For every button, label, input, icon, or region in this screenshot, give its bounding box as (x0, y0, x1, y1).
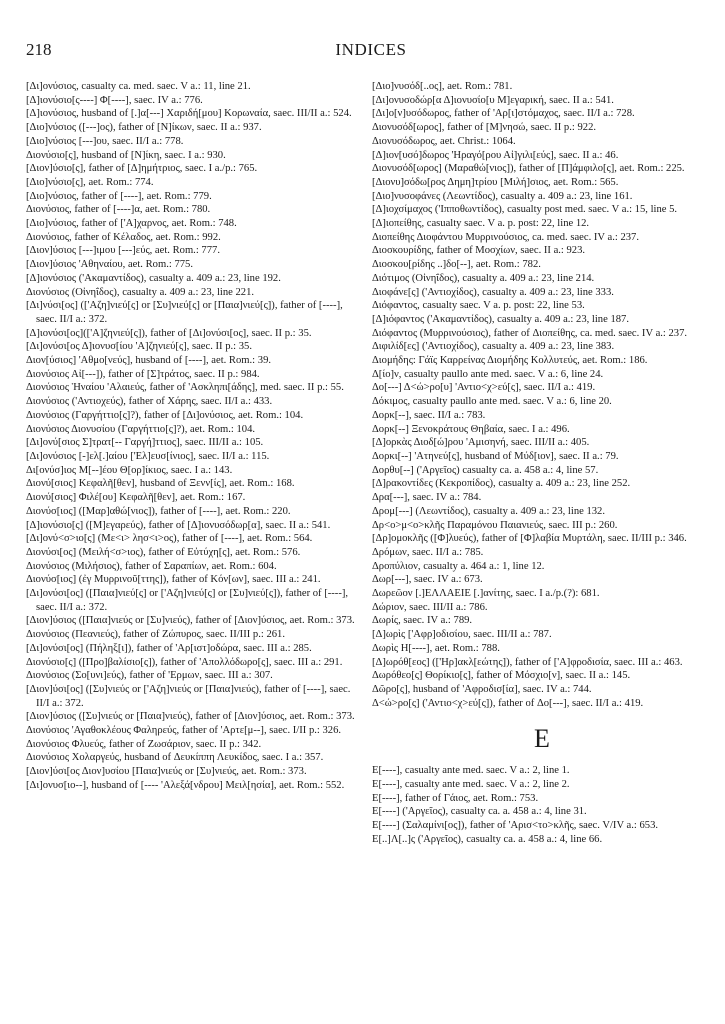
index-entry: [Δ]ιοπείθης, casualty saec. V a. p. post: 22, line 12. (372, 218, 590, 230)
index-entry: Διονύσιος, father of Κέλαδος, aet. Rom.: 992. (26, 231, 221, 243)
index-entry: [Διον]ύσιος [---]ιμου [---]εύς, aet. Rom.: 777. (26, 245, 220, 257)
index-entry: [Διονυ]σόδω[ρος Δημη]τρίου [Μιλή]σιος, aet. Rom.: 565. (372, 176, 619, 188)
index-entry: [Διον]ύσιο[ς], father of [Δ]ημήτριος, saec. I a./p.: 765. (26, 163, 258, 175)
index-entry: Διονύσιος Διονυσίου (Γαργήττιο[ς]?), aet. Rom.: 104. (26, 423, 256, 435)
index-entry: [Δ]ιονύσιος, husband of [.]α[---] Χαριδή[μου] Κορωναία, saec. III/II a.: 524. (26, 108, 352, 120)
index-entry: Διονύσιος (Σο[υνι]εύς), father of 'Ερμων, saec. III a.: 307. (26, 670, 273, 682)
index-entry: Διονύσιος Αἰ[---]), father of [Σ]τράτος, saec. II p.: 984. (26, 368, 260, 380)
index-entry: Δρα[---], saec. IV a.: 784. (372, 492, 482, 504)
index-entry: [Δ]ιονύσι[ος](['Α]ζηνιεύ[ς]), father of [Δι]ονύσι[ος], saec. II p.: 35. (26, 327, 312, 339)
index-entry: [Δι]ονυσ[ιο--], husband of [---- 'Αλεξά[νδρου] Μειλ[ησία], aet. Rom.: 552. (26, 779, 345, 791)
index-entry: Δροπύλιον, casualty a. 464 a.: 1, line 12. (372, 560, 545, 572)
index-entry: Διονύσιο[ς], husband of [Ν]ίκη, saec. I a.: 930. (26, 149, 226, 161)
index-entries-epsilon (372, 764, 712, 846)
index-entry: Διον[ύσιος] 'Αθμο[νεύς], husband of [----], aet. Rom.: 39. (26, 355, 272, 367)
index-entry: Διονύσιος 'Αγαθοκλέους Φαληρεύς, father of 'Αρτε[μ--], saec. I/II p.: 326. (26, 725, 342, 737)
index-entry: Δορκι[--] 'Ατηνεύ[ς], husband of Μύδ[ιον], saec. II a.: 79. (372, 450, 619, 462)
index-entry: [Δι]ονύσιος, casualty ca. med. saec. V a.: 11, line 21. (26, 81, 251, 92)
index-entry: Δρόμων, saec. II/I a.: 785. (372, 546, 484, 558)
index-entry: Διοπείθης Διοφάντου Μυρρινούσιος, ca. med. saec. IV a.: 237. (372, 231, 639, 243)
index-entry: Δωρίς, saec. IV a.: 789. (372, 615, 473, 627)
index-entry: Ε[----], casualty ante med. saec. V a.: 2, line 2. (372, 779, 570, 791)
index-entry: Δορκ[--] Ξενοκράτους Θηβαία, saec. I a.: 496. (372, 423, 570, 435)
index-entry: Δ[ίο]ν, casualty paullo ante med. saec. V a.: 6, line 24. (372, 368, 604, 380)
index-entry: [Διον]ύσιος ([Συ]νιεύς or [Παια]νιεύς), father of [Διον]ύσιος, aet. Rom.: 373. (26, 711, 355, 723)
index-entry: [Δι]ονύ[σιος Σ]τρατ[-- Γαργή]ττιος], saec. III/II a.: 105. (26, 437, 264, 449)
page-title: INDICES (335, 40, 407, 59)
index-entry: Διονύσιος (Μιλήσιος), father of Σαραπίων, aet. Rom.: 604. (26, 560, 277, 572)
index-entry: Διονύσιο[ς] ([Προ]βαλίσιο[ς]), father of 'Απολλόδωρο[ς], saec. III a.: 291. (26, 656, 343, 668)
page-number: 218 (26, 40, 52, 59)
index-entry: Διονύ[σιος] Κεφαλῆ[θεν], husband of Ξενν[ίς], aet. Rom.: 168. (26, 478, 295, 490)
index-entry: Δορθυ[--] ('Αργεῖος) casualty ca. a. 458 a.: 4, line 57. (372, 464, 599, 476)
index-entry: Δορκ[--], saec. II/I a.: 783. (372, 409, 486, 421)
index-entry: [Δι]ονύσι[ος Δ]ιονυσ[ίου 'Α]ζηνιεύ[ς], saec. II p.: 35. (26, 341, 252, 353)
index-entry: [Δ]ιόφαντος ('Ακαμαντίδος), casualty a. 409 a.: 23, line 187. (372, 313, 629, 325)
index-entry: [Διο]νύσιος, father of ['Α]χαρνος, aet. Rom.: 748. (26, 218, 237, 230)
index-column-left (26, 80, 366, 793)
index-entry: Ε[----] (Σαλαμίνι[ος]), father of 'Αρισ<το>κλῆς, saec. V/IV a.: 653. (372, 820, 659, 832)
index-entry: [Διο]νύσιο[ς], aet. Rom.: 774. (26, 176, 154, 188)
page-header (26, 40, 716, 62)
index-entry: [Δ]ιον[υσό]δωρος 'Ηραγό[ρου Αἰ]γιλι[εύς], saec. II a.: 46. (372, 149, 619, 161)
index-entry: Διόφαντος (Μυρρινούσιος), father of Διοπείθης, ca. med. saec. IV a.: 237. (372, 327, 688, 339)
index-entry: Διονύσιος Χολαργεύς, husband of Δευκίππη Λευκίδος, saec. I a.: 357. (26, 752, 324, 764)
index-entry: Δωρὶς Η[----], aet. Rom.: 788. (372, 642, 500, 654)
index-entry: [Δ]ωρόθ[εος] (['Ηρ]ακλ[εώτης]), father of ['Α]φροδισία, saec. III a.: 463. (372, 656, 683, 668)
index-entry: Δώριον, saec. III/II a.: 786. (372, 601, 488, 613)
index-entry: [Δ]ιοχσίμαχος ('Ιπποθωντίδος), casualty post med. saec. V a.: 15, line 5. (372, 204, 678, 216)
index-entry: Διονύ[σιος] Φιλέ[ου] Κεφαλῆ[θεν], aet. Rom.: 167. (26, 492, 246, 504)
index-entry: [Δι]ονύ<σ>ιο[ς] (Με<ι> λησ<ι>ος), father of [----], aet. Rom.: 564. (26, 533, 313, 545)
index-entry: Δωρεῶον [.]ΕΛΛΑΕΙΕ [.]ανίτης, saec. I a./p.(?): 681. (372, 588, 600, 600)
index-entry: Διονυσόδ[ωρος] (Μαραθώ[νιος]), father of [Π]άμφιλο[ς], aet. Rom.: 225. (372, 163, 685, 175)
index-entry: [Διο]νυσοφάνες (Λεωντίδος), casualty a. 409 a.: 23, line 161. (372, 190, 633, 202)
index-entry: [Δ]ιονύσιος ('Ακαμαντίδος), casualty a. 409 a.: 23, line 192. (26, 272, 281, 284)
index-entry: Διονύσιος Φλυεύς, father of Ζωσάριον, saec. II p.: 342. (26, 738, 262, 750)
index-entry: Διονύσιος (Οἰνηΐδος), casualty a. 409 a.: 23, line 221. (26, 286, 255, 298)
index-entry: Διφιλίδ[ες] ('Αντιοχίδος), casualty a. 409 a.: 23, line 383. (372, 341, 615, 353)
index-entry: [Διον]ύσι[ος Διον]υσίου [Παια]νιεύς or [Συ]νιεύς, aet. Rom.: 373. (26, 766, 307, 778)
index-entry: [Διο]νύσιος [---]ου, saec. II/I a.: 778. (26, 135, 184, 147)
index-entry: [Δ]ιονύσιο[ς----] Φ[----], saec. IV a.: 776. (26, 94, 203, 106)
index-column-right (372, 80, 712, 847)
index-entry: Δρ<ο>μ<ο>κλῆς Παραμόνου Παιανιεύς, saec. III p.: 260. (372, 519, 618, 531)
section-letter: E (534, 724, 550, 754)
index-entry: Δωρόθεο[ς] Θορίκιο[ς], father of Μόσχιο[ν], saec. II a.: 145. (372, 670, 631, 682)
index-entry: Διονύσ[ιος] (ἐγ Μυρρινοῦ[ττης]), father of Κόν[ων], saec. III a.: 241. (26, 574, 321, 586)
index-entries-delta (372, 80, 712, 710)
index-entry: Δι[ονύσ]ιος Μ[--]έου Θ[ορ]ίκιος, saec. I a.: 143. (26, 464, 233, 476)
index-entry: [Δ]ωρὶς ['Αφρ]οδισίου, saec. III/II a.: 787. (372, 629, 552, 641)
index-entry: Δρομ[---] (Λεωντίδος), casualty a. 409 a.: 23, line 132. (372, 505, 606, 517)
index-entry: [Δι]ο[ν]υσόδωρος, father of 'Αρ[ι]στόμαχος, saec. II/I a.: 728. (372, 108, 635, 120)
index-entry: Δωρ[---], saec. IV a.: 673. (372, 574, 483, 586)
index-entry: Διονύσιος, father of [----]α, aet. Rom.: 780. (26, 204, 211, 216)
index-entry: Δ<ώ>ρο[ς] ('Αντιο<χ>εύ[ς]), father of Δο[---], saec. II/I a.: 419. (372, 697, 644, 709)
index-entry: [Δι]ονύσι[ος] ([Παια]νιεύ[ς] or ['Αζη]νιεύ[ς] or [Συ]νιεύ[ς]), father of [----], saec. II/I a.: 372. (26, 588, 349, 613)
index-entry: Διοσκουρίδης, father of Μοσχίων, saec. II a.: 923. (372, 245, 586, 257)
index-entry: Διόφαντος, casualty saec. V a. p. post: 22, line 53. (372, 300, 585, 312)
index-entry: Δῶρο[ς], husband of 'Αφροδισ[ία], saec. IV a.: 744. (372, 683, 592, 695)
index-entry: [Δι]ονύσιος [-]ελ[.]αίου ['Ελ]ευσ[ίνιος], saec. II/I a.: 115. (26, 450, 270, 462)
index-entry: Διονυσόδ[ωρος], father of [Μ]νησώ, saec. II p.: 922. (372, 122, 597, 134)
index-entry: [Δ]ορκὰς Διοδ[ώ]ρου 'Αμισηνή, saec. III/II a.: 405. (372, 437, 590, 449)
index-entry: [Δρ]ομοκλῆς ([Φ]λυεύς), father of [Φ]λαβία Μυρτάλη, saec. II/III p.: 346. (372, 533, 687, 545)
index-entry: [Δι]ονύσι[ος] (Πήληξ[ι]), father of 'Αρ[ιστ]οδώρα, saec. III a.: 285. (26, 642, 312, 654)
index-entry: Διονύσι[ος] (Μειλή<σ>ιος), father of Εὐτύχη[ς], aet. Rom.: 576. (26, 546, 301, 558)
index-entry: Διονύσιος ('Αντιοχεύς), father of Χάρης, saec. II/I a.: 433. (26, 396, 273, 408)
index-entry: [Διο]νυσόδ[..ος], aet. Rom.: 781. (372, 81, 513, 92)
index-entry: [Διον]ύσιος 'Αθηναίου, aet. Rom.: 775. (26, 259, 193, 271)
index-entry: [Διον]ύσιος ([Παια]νιεύς or [Συ]νιεύς), father of [Διον]ύσιος, aet. Rom.: 373. (26, 615, 355, 627)
index-entry: [Δ]ιονύσιο[ς] ([Μ]εγαρεύς), father of [Δ]ιονυσόδωρ[α], saec. II a.: 541. (26, 519, 331, 531)
index-entry: Διονύσιος Ἡναίου 'Αλαιεύς, father of 'Ασκληπι[άδης], med. saec. II p.: 55. (26, 382, 344, 394)
index-entry: Διονύσ[ιος] ([Μαρ]αθώ[νιος]), father of [----], aet. Rom.: 220. (26, 505, 291, 517)
index-entry: Διονύσιος (Πεανιεύς), father of Ζώπυρος, saec. II/III p.: 261. (26, 629, 285, 641)
index-entry: [Διον]ύσι[ος] ([Συ]νιεύς or ['Αζη]νιεύς or [Παια]νιεύς), father of [----], saec. II/I a.: 372. (26, 683, 351, 709)
index-entry: Ε[----], father of Γάιος, aet. Rom.: 753. (372, 792, 539, 804)
index-entry: Διονύσιος (Γαργήττιο[ς]?), father of [Δι]ονύσιος, aet. Rom.: 104. (26, 409, 304, 421)
index-entry: [Διο]νύσιος ([---]ος), father of [Ν]ίκων, saec. II a.: 937. (26, 122, 262, 134)
index-entry: Διομήδης: Γάϊς Καρρείνας Διομήδης Κολλυτεύς, aet. Rom.: 186. (372, 355, 648, 367)
index-entry: [Δι]ονυσοδώρ[α Δ]ιονυσίο[υ Μ]εγαρική, saec. II a.: 541. (372, 94, 614, 106)
index-entry: Διότιμος (Οἰνηΐδος), casualty a. 409 a.: 23, line 214. (372, 272, 595, 284)
index-entry: Ε[..]Λ[..]ς ('Αργεῖος), casualty ca. a. 458 a.: 4, line 66. (372, 833, 603, 845)
index-entry: Ε[----], casualty ante med. saec. V a.: 2, line 1. (372, 765, 570, 777)
index-entry: [Δ]ρακοντίδες (Κεκροπίδος), casualty a. 409 a.: 23, line 252. (372, 478, 631, 490)
index-entry: Διονυσόδωρος, aet. Christ.: 1064. (372, 135, 516, 147)
index-entry: Δόκιμος, casualty paullo ante med. saec. V a.: 6, line 20. (372, 396, 612, 408)
index-entry: Διοσκου[ρίδης ..]δο[--], aet. Rom.: 782. (372, 259, 541, 271)
index-entry: Διοφάνε[ς] ('Αντιοχίδος), casualty a. 409 a.: 23, line 333. (372, 286, 614, 298)
index-entry: [Διο]νύσιος, father of [----], aet. Rom.: 779. (26, 190, 212, 202)
index-entry: Ε[----] ('Αργεῖος), casualty ca. a. 458 a.: 4, line 31. (372, 806, 587, 818)
index-entry: Δο[---] Δ<ώ>ρο[υ] 'Αντιο<χ>εύ[ς], saec. II/I a.: 419. (372, 382, 596, 394)
index-entry: [Δι]νύσι[ος] (['Αζη]νιεύ[ς] or [Συ]νιεύ[ς] or [Παια]νιεύ[ς]), father of [----], saec. II/I a.: 372. (26, 300, 343, 325)
